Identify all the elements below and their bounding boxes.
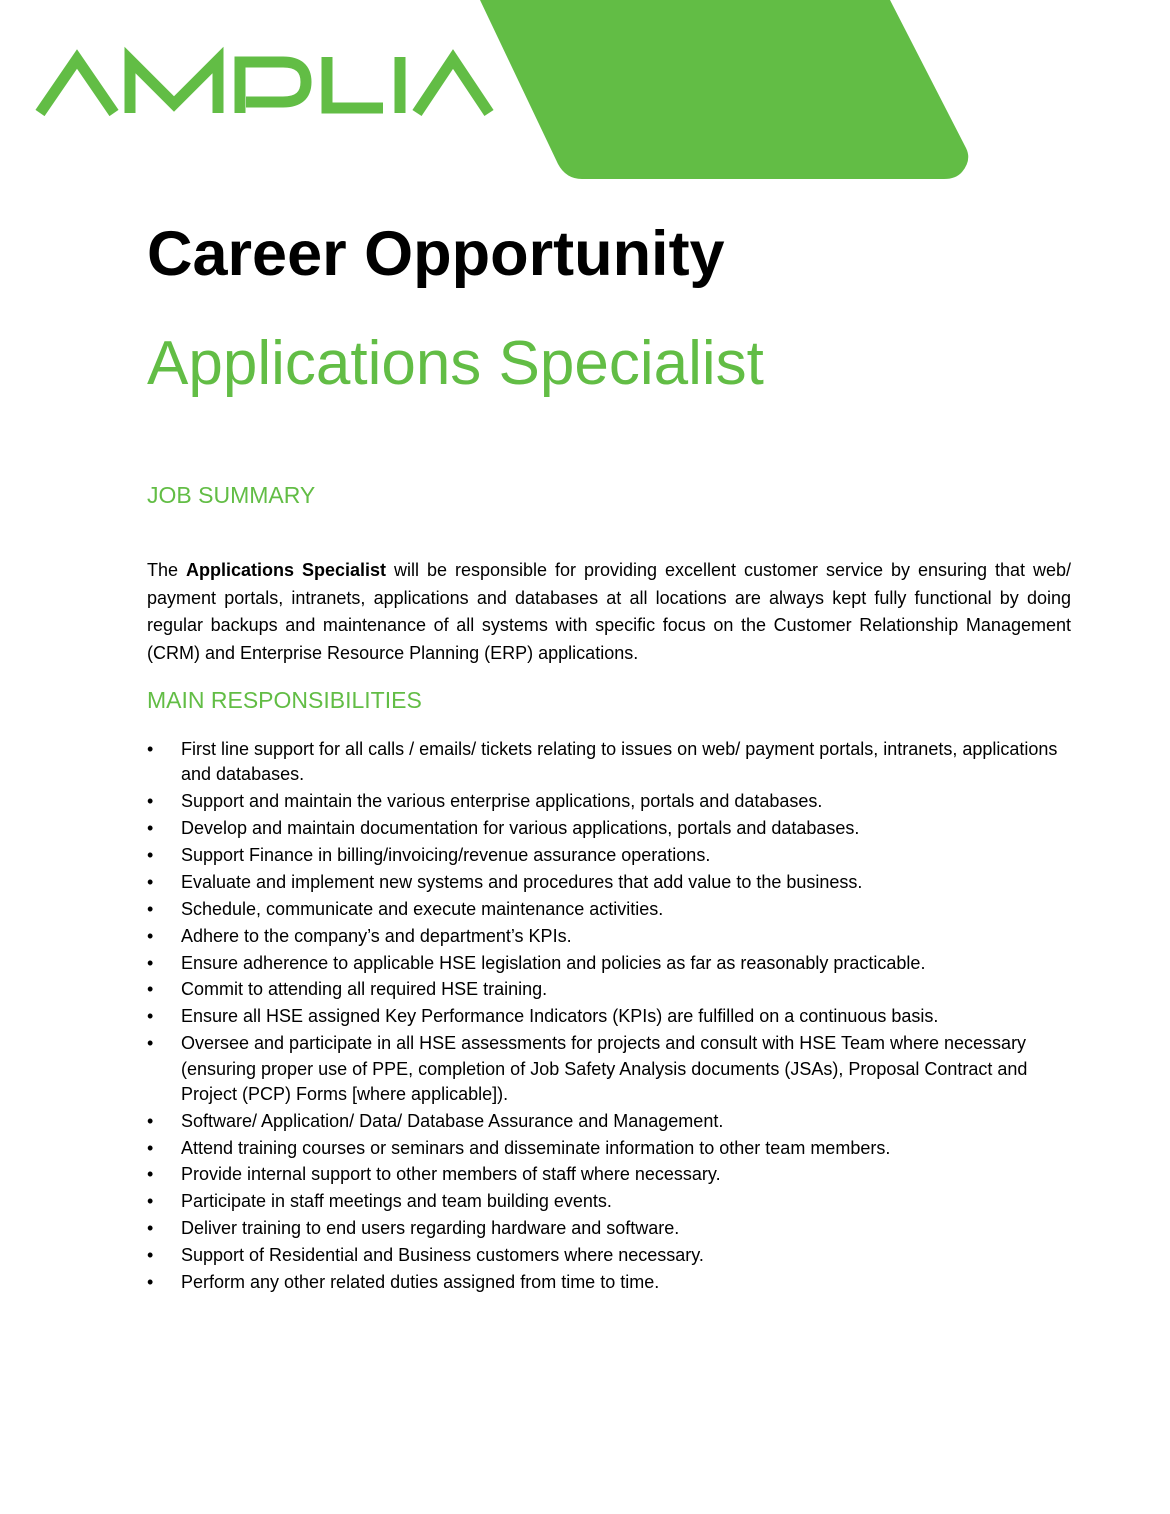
list-item-text: Perform any other related duties assigned from time to time.: [181, 1272, 660, 1293]
summary-body: will be responsible for providing excellent customer service by ensuring that web/ payment portals, intranets, applications and databases at all locations are always kept fully functional by doing regular backups and maintenance of all systems with specific focus on the Customer Relationship Management (CRM) and Enterprise Resource Planning (ERP) applications.: [147, 560, 1071, 663]
list-item-text: Schedule, communicate and execute maintenance activities.: [181, 898, 664, 919]
list-item: [147, 1136, 1071, 1161]
bullet-icon: •: [147, 1006, 154, 1027]
list-item-text: Support and maintain the various enterprise applications, portals and databases.: [181, 791, 823, 812]
summary-role: Applications Specialist: [186, 560, 387, 580]
bullet-icon: •: [147, 818, 154, 839]
bullet-icon: •: [147, 1164, 154, 1185]
bullet-icon: •: [147, 979, 154, 1000]
bullet-icon: •: [147, 844, 154, 865]
bullet-icon: •: [147, 1218, 154, 1239]
bullet-icon: •: [147, 739, 154, 759]
bullet-icon: •: [147, 1137, 154, 1158]
list-item-text: Support of Residential and Business customers where necessary.: [181, 1245, 704, 1266]
list-item-text: Provide internal support to other members of staff where necessary.: [181, 1164, 721, 1185]
job-summary-paragraph: [147, 557, 1071, 667]
list-item-text: Oversee and participate in all HSE assessments for projects and consult with HSE Team where necessary (ensuring proper use of PPE, completion of Job Safety Analysis documents (JSAs), Proposal Contract and Project (PCP) Forms [where applicable]).: [181, 1033, 1028, 1104]
main-responsibilities-heading: MAIN RESPONSIBILITIES: [147, 687, 422, 713]
job-title: Applications Specialist: [147, 329, 764, 398]
list-item: [147, 1031, 1071, 1107]
list-item-text: Participate in staff meetings and team building events.: [181, 1191, 612, 1212]
bullet-icon: •: [147, 1272, 154, 1293]
list-item: [147, 924, 1071, 949]
bullet-icon: •: [147, 871, 154, 892]
bullet-icon: •: [147, 1191, 154, 1212]
list-item-text: Ensure all HSE assigned Key Performance Indicators (KPIs) are fulfilled on a continuous basis.: [181, 1006, 939, 1027]
bullet-icon: •: [147, 925, 154, 946]
list-item: [147, 1109, 1071, 1134]
list-item-text: Software/ Application/ Data/ Database Assurance and Management.: [181, 1110, 724, 1131]
list-item-text: First line support for all calls / emails/ tickets relating to issues on web/ payment portals, intranets, applications and databases.: [181, 739, 1058, 785]
list-item: [147, 1004, 1071, 1029]
amplia-logo: [0, 0, 1170, 200]
list-item: [147, 1216, 1071, 1241]
list-item: [147, 977, 1071, 1002]
bullet-icon: •: [147, 1033, 154, 1054]
list-item: [147, 1243, 1071, 1268]
list-item-text: Support Finance in billing/invoicing/revenue assurance operations.: [181, 844, 711, 865]
list-item-text: Attend training courses or seminars and disseminate information to other team members.: [181, 1137, 891, 1158]
bullet-icon: •: [147, 952, 154, 973]
list-item: [147, 1270, 1071, 1295]
list-item: [147, 897, 1071, 922]
list-item-text: Ensure adherence to applicable HSE legislation and policies as far as reasonably practicable.: [181, 952, 926, 973]
list-item: [147, 789, 1071, 814]
list-item: [147, 1162, 1071, 1187]
bullet-icon: •: [147, 1110, 154, 1131]
list-item-text: Adhere to the company’s and department’s KPIs.: [181, 925, 572, 946]
bullet-icon: •: [147, 791, 154, 812]
list-item: [147, 870, 1071, 895]
page-title: Career Opportunity: [147, 219, 725, 289]
header-accent-shape: [480, 0, 968, 179]
list-item-text: Evaluate and implement new systems and procedures that add value to the business.: [181, 871, 863, 892]
list-item: [147, 1189, 1071, 1214]
bullet-icon: •: [147, 898, 154, 919]
list-item: [147, 951, 1071, 976]
list-item: [147, 816, 1071, 841]
list-item-text: Deliver training to end users regarding hardware and software.: [181, 1218, 680, 1239]
responsibilities-list: [147, 737, 1071, 1297]
list-item: [147, 737, 1071, 788]
logo-lettering: [40, 57, 489, 113]
bullet-icon: •: [147, 1245, 154, 1266]
summary-lead: The: [147, 560, 186, 580]
job-summary-heading: JOB SUMMARY: [147, 482, 316, 508]
list-item-text: Develop and maintain documentation for various applications, portals and databases.: [181, 818, 860, 839]
list-item-text: Commit to attending all required HSE training.: [181, 979, 548, 1000]
list-item: [147, 843, 1071, 868]
